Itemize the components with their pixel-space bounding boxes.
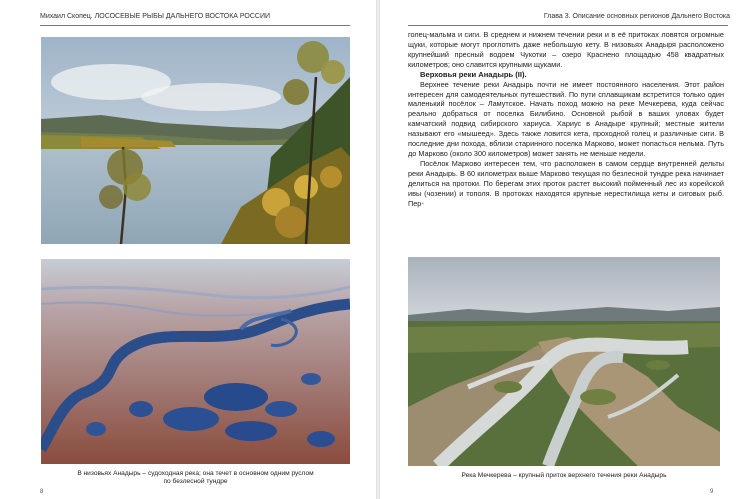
left-page: [0, 0, 376, 499]
caption-left-line-2: по безлесной тундре: [163, 478, 228, 485]
body-text: [408, 30, 724, 208]
caption-right: Река Мечкерева – крупный приток верхнего течения реки Анадырь: [461, 472, 667, 479]
page-number-right: 9: [710, 489, 714, 495]
paragraph-1: голец-мальма и сиги. В среднем и нижнем течении реки и в её притоках ловятся огромные щуки, которые могут проглотить даже небольшую кету. В низовьях Анадыря расположено крупнейший пресный водоем Чукотки – озеро Красненo площадью 458 квадратных километров; оно славится крупными щуками.: [408, 30, 724, 69]
section-heading: Верховья реки Анадырь (II).: [420, 69, 527, 79]
header-rule: [408, 25, 728, 26]
caption-left-line-1: В низовьях Анадырь – судоходная река; она течет в основном одним руслом: [77, 470, 314, 477]
right-page: [380, 0, 756, 499]
header-rule: [40, 25, 350, 26]
caption-left: [41, 470, 350, 486]
photo-braided-river-tundra: [408, 257, 720, 466]
page-number-left: 8: [40, 489, 44, 495]
running-header-right: Глава 3. Описание основных регионов Дальнего Востока: [543, 13, 730, 20]
photo-river-autumn-forest: [41, 37, 350, 244]
paragraph-3: Посёлок Марково интересен тем, что расположен в самом сердце внутренней дельты реки Анадырь. В 60 километрах выше Марково текущая по безлесной тундре река начинает делиться на протоки. По берегам этих проток растет высокий пойменный лес из корейской ивы (чозении) и тополя. В протоках находятся крупные нерестилища кеты и сиговых рыб. Пер-: [408, 158, 724, 208]
photo-aerial-river-meanders: [41, 259, 350, 464]
running-header-left: Михаил Скопец. ЛОСОСЕВЫЕ РЫБЫ ДАЛЬНЕГО ВОСТОКА РОССИИ: [40, 13, 271, 20]
paragraph-2: Верхнее течение реки Анадырь почти не имеет постоянного населения. Этот район интересен для самодеятельных путешествий. По пути сплавщикам встретится только один маленький посёлок – Ламутское. Начать поход можно на реке Мечкерева, куда сейчас реально добраться от поселка Билибино. Основной рыбой в ваших уловах будет камчатский подвид сибирского хариуса. Хариус в Анадыре крупный; местные жители называют его «мышеед». Здесь также ловится кета, проходной голец и различные сиги. В последние дни похода, вблизи старинного поселка Марково, может попасться нельма. Путь до Марково (около 300 километров) может занять не меньше недели.: [408, 79, 724, 158]
